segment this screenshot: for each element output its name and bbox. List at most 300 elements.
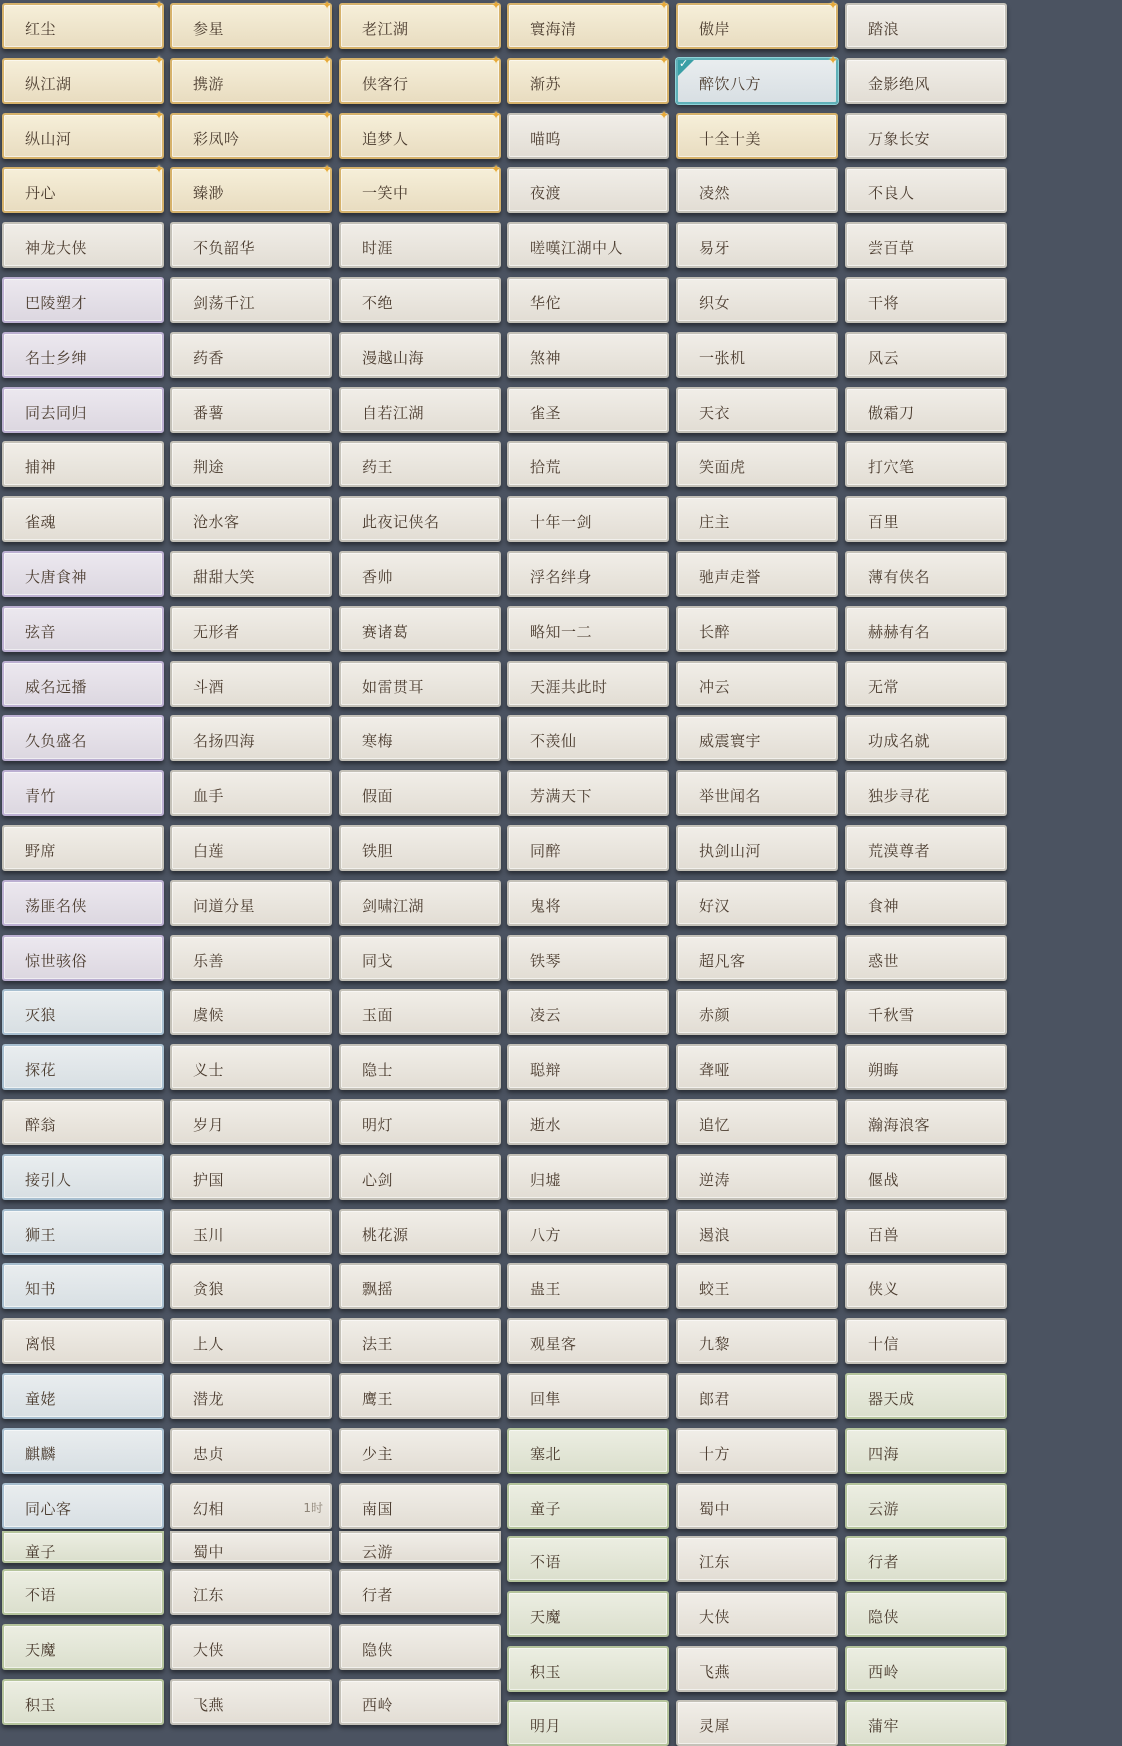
title-label: 血手: [193, 787, 225, 806]
title-label: 灭狼: [25, 1006, 57, 1025]
title-label: 浮名绊身: [530, 568, 593, 586]
title-tile[interactable]: [507, 1646, 669, 1692]
title-label: 不负韶华: [193, 239, 256, 258]
title-tile[interactable]: [845, 770, 1007, 816]
title-tile[interactable]: [845, 880, 1007, 926]
title-tile[interactable]: [170, 1569, 332, 1615]
title-tile[interactable]: [676, 1044, 838, 1090]
title-tile[interactable]: [507, 1263, 669, 1309]
title-tile[interactable]: [507, 715, 669, 761]
star-icon: ✦: [491, 52, 502, 67]
title-label: 好汉: [699, 896, 731, 915]
title-tile[interactable]: [845, 1536, 1007, 1582]
title-tile[interactable]: [339, 441, 501, 487]
title-tile[interactable]: [2, 1318, 164, 1364]
star-icon: ✦: [659, 107, 670, 122]
title-tile[interactable]: [676, 551, 838, 597]
title-tile[interactable]: [845, 167, 1007, 213]
check-mark: ✓: [679, 56, 689, 70]
title-tile[interactable]: [676, 387, 838, 433]
title-label: 行者: [362, 1586, 394, 1604]
title-label: 偃战: [868, 1170, 900, 1189]
title-tile[interactable]: [339, 715, 501, 761]
title-label: 神龙大侠: [25, 239, 88, 258]
title-tile[interactable]: [339, 1483, 501, 1529]
title-label: 威震寰宇: [699, 732, 762, 751]
title-tile[interactable]: [676, 935, 838, 981]
title-tile[interactable]: [339, 1569, 501, 1615]
title-tile[interactable]: [507, 1536, 669, 1582]
title-tile[interactable]: [339, 1318, 501, 1364]
title-label: 荒漠尊者: [868, 842, 931, 860]
title-label: 隐士: [362, 1061, 394, 1080]
title-label: 明月: [530, 1717, 562, 1736]
title-tile[interactable]: [845, 1318, 1007, 1364]
title-label: 明灯: [362, 1116, 394, 1134]
title-tile[interactable]: [676, 1428, 838, 1474]
title-tile[interactable]: [339, 496, 501, 542]
title-tile[interactable]: [170, 496, 332, 542]
title-tile[interactable]: [339, 1099, 501, 1145]
title-tile[interactable]: [507, 441, 669, 487]
title-label: 桃花源: [362, 1225, 409, 1244]
title-label: 四海: [868, 1444, 900, 1463]
title-tile[interactable]: [339, 825, 501, 871]
title-label: 万象长安: [868, 129, 931, 148]
title-label: 踏浪: [868, 20, 900, 38]
title-tile[interactable]: [339, 1679, 501, 1725]
title-tile[interactable]: [170, 387, 332, 433]
title-tile[interactable]: [170, 661, 332, 707]
timer-text: 1时: [303, 1500, 323, 1515]
title-label: 功成名就: [868, 732, 931, 751]
title-label: 易牙: [699, 239, 731, 258]
star-icon: ✦: [491, 0, 502, 12]
title-tile[interactable]: [2, 0, 165, 49]
title-label: 归墟: [530, 1170, 562, 1189]
title-tile[interactable]: [2, 1569, 164, 1615]
title-tile[interactable]: [170, 1318, 332, 1364]
title-label: 自若江湖: [362, 403, 425, 422]
title-label: 隐侠: [868, 1607, 900, 1626]
title-tile[interactable]: [170, 52, 333, 104]
title-label: 庄主: [699, 513, 731, 532]
title-tile[interactable]: [507, 825, 669, 871]
title-tile[interactable]: [339, 52, 502, 104]
title-tile[interactable]: [339, 107, 502, 159]
title-label: 驰声走誉: [699, 568, 762, 586]
title-tile[interactable]: [2, 222, 164, 268]
title-label: 上人: [193, 1335, 225, 1354]
title-tile[interactable]: [845, 1373, 1007, 1419]
title-label: 久负盛名: [25, 732, 88, 751]
title-tile[interactable]: [507, 935, 669, 981]
title-tile[interactable]: [507, 880, 669, 926]
title-label: 赛诸葛: [362, 622, 409, 641]
title-tile[interactable]: [2, 1679, 164, 1725]
title-tile[interactable]: [339, 1044, 501, 1090]
title-tile[interactable]: [2, 770, 164, 816]
title-label: 风云: [868, 348, 900, 367]
title-tile[interactable]: [676, 1483, 838, 1529]
title-tile[interactable]: [339, 387, 501, 433]
title-tile[interactable]: [507, 1591, 669, 1637]
title-tile[interactable]: [170, 162, 333, 213]
title-tile[interactable]: [2, 1263, 164, 1309]
title-tile[interactable]: [507, 1209, 669, 1255]
title-tile[interactable]: [676, 52, 839, 104]
title-tile[interactable]: [507, 1044, 669, 1090]
title-label: 芳满天下: [530, 787, 593, 806]
title-label: 食神: [868, 896, 900, 915]
title-tile[interactable]: [676, 989, 838, 1035]
title-label: 积玉: [530, 1662, 562, 1681]
title-tile[interactable]: [676, 332, 838, 378]
title-tile[interactable]: [507, 167, 669, 213]
title-label: 打穴笔: [868, 458, 915, 477]
title-tile[interactable]: [845, 113, 1007, 159]
title-label: 少主: [362, 1444, 394, 1463]
title-tile[interactable]: [2, 1373, 164, 1419]
title-label: 同戈: [362, 951, 394, 970]
title-tile[interactable]: [507, 551, 669, 597]
title-label: 纵山河: [25, 129, 72, 148]
title-tile[interactable]: [845, 1263, 1007, 1309]
title-tile[interactable]: [170, 551, 332, 597]
title-tile[interactable]: [676, 1700, 838, 1746]
star-icon: ✦: [828, 52, 839, 67]
title-tile[interactable]: [845, 551, 1007, 597]
title-tile[interactable]: [845, 3, 1007, 49]
title-tile[interactable]: [2, 1044, 164, 1090]
title-tile[interactable]: [845, 1209, 1007, 1255]
title-tile[interactable]: [170, 1099, 332, 1145]
title-tile[interactable]: [676, 1646, 838, 1692]
title-tile[interactable]: [339, 551, 501, 597]
title-label: 童子: [25, 1543, 57, 1561]
title-tile[interactable]: [507, 1099, 669, 1145]
title-tile[interactable]: [170, 332, 332, 378]
title-tile[interactable]: [845, 935, 1007, 981]
title-tile[interactable]: [170, 1428, 332, 1474]
title-label: 天衣: [699, 403, 731, 422]
title-tile[interactable]: [2, 277, 164, 323]
star-icon: ✦: [322, 107, 333, 122]
title-tile[interactable]: [845, 1044, 1007, 1090]
title-label: 千秋雪: [868, 1006, 915, 1025]
title-tile[interactable]: [845, 222, 1007, 268]
title-tile[interactable]: [507, 0, 670, 49]
title-label: 喵呜: [530, 129, 562, 148]
title-tile[interactable]: [676, 441, 838, 487]
title-tile[interactable]: [170, 770, 332, 816]
title-tile[interactable]: [676, 880, 838, 926]
title-tile[interactable]: [2, 52, 165, 104]
title-tile[interactable]: [676, 496, 838, 542]
title-label: 大侠: [699, 1607, 731, 1626]
title-label: 彩凤吟: [193, 129, 240, 148]
title-tile[interactable]: [507, 387, 669, 433]
title-tile[interactable]: [507, 1428, 669, 1474]
title-label: 鬼将: [530, 896, 562, 915]
title-label: 笑面虎: [699, 458, 746, 477]
title-tile[interactable]: [676, 0, 839, 49]
title-tile[interactable]: [170, 715, 332, 761]
title-label: 潜龙: [193, 1390, 225, 1408]
title-tile[interactable]: [2, 1624, 164, 1670]
title-tile[interactable]: [2, 1483, 164, 1529]
title-tile[interactable]: [170, 0, 333, 49]
title-label: 傲霜刀: [868, 403, 915, 422]
title-tile[interactable]: [170, 1624, 332, 1670]
title-tile[interactable]: [170, 107, 333, 159]
title-tile[interactable]: [2, 162, 165, 213]
title-tile[interactable]: [507, 332, 669, 378]
title-tile[interactable]: [2, 1428, 164, 1474]
title-tile[interactable]: [845, 606, 1007, 652]
title-tile[interactable]: [339, 989, 501, 1035]
title-tile[interactable]: [507, 107, 670, 159]
title-tile[interactable]: [170, 441, 332, 487]
title-tile[interactable]: [2, 387, 164, 433]
title-tile[interactable]: [2, 1209, 164, 1255]
star-icon: ✦: [322, 0, 333, 12]
title-label: 九黎: [699, 1335, 731, 1354]
title-tile[interactable]: [507, 606, 669, 652]
title-tile[interactable]: [170, 1263, 332, 1309]
title-tile[interactable]: [676, 1318, 838, 1364]
title-label: 同醉: [530, 842, 562, 860]
title-label: 江东: [699, 1553, 731, 1571]
title-tile[interactable]: [339, 222, 501, 268]
title-tile[interactable]: [170, 989, 332, 1035]
title-label: 冲云: [699, 677, 731, 696]
title-label: 红尘: [25, 20, 57, 38]
title-tile[interactable]: [170, 1154, 332, 1200]
title-tile[interactable]: [845, 1591, 1007, 1637]
title-tile[interactable]: [845, 825, 1007, 871]
title-tile[interactable]: [676, 606, 838, 652]
title-tile[interactable]: [676, 222, 838, 268]
title-label: 此夜记侠名: [362, 513, 440, 532]
title-tile[interactable]: [676, 1209, 838, 1255]
title-label: 侠客行: [362, 74, 409, 93]
title-label: 煞神: [530, 348, 562, 367]
title-label: 药香: [193, 348, 225, 367]
title-label: 荆途: [193, 458, 225, 477]
title-tile[interactable]: [339, 277, 501, 323]
title-tile[interactable]: [676, 113, 838, 159]
star-icon: ✦: [154, 0, 165, 12]
title-label: 名士乡绅: [25, 348, 88, 367]
title-label: 略知一二: [530, 622, 593, 641]
title-tile[interactable]: [676, 661, 838, 707]
title-label: 西岭: [868, 1662, 900, 1681]
title-tile[interactable]: [845, 989, 1007, 1035]
title-label: 问道分星: [193, 896, 256, 915]
title-tile[interactable]: [339, 770, 501, 816]
title-tile[interactable]: [170, 277, 332, 323]
title-tile[interactable]: [845, 58, 1007, 104]
title-tile[interactable]: [170, 1679, 332, 1725]
title-label: 虞候: [193, 1006, 225, 1025]
title-label: 参星: [193, 20, 225, 38]
title-label: 香帅: [362, 568, 394, 586]
title-tile[interactable]: [845, 1700, 1007, 1746]
title-label: 云游: [362, 1543, 394, 1561]
title-tile[interactable]: [845, 1428, 1007, 1474]
title-tile[interactable]: [507, 1318, 669, 1364]
star-icon: ✦: [322, 162, 333, 177]
title-tile[interactable]: [845, 441, 1007, 487]
title-tile[interactable]: [2, 551, 164, 597]
title-tile[interactable]: [170, 222, 332, 268]
title-label: 幻相: [193, 1499, 225, 1518]
title-label: 独步寻花: [868, 787, 931, 806]
title-label: 假面: [362, 787, 394, 806]
star-icon: ✦: [659, 52, 670, 67]
title-tile[interactable]: [2, 441, 164, 487]
title-tile[interactable]: [676, 825, 838, 871]
title-label: 隐侠: [362, 1640, 394, 1659]
title-label: 十方: [699, 1444, 731, 1463]
title-tile[interactable]: [507, 989, 669, 1035]
title-tile[interactable]: [339, 1531, 501, 1563]
title-label: 嗟嘆江湖中人: [530, 239, 624, 258]
title-label: 十年一剑: [530, 513, 593, 532]
title-tile[interactable]: [845, 715, 1007, 761]
title-tile[interactable]: [2, 107, 165, 159]
title-tile[interactable]: [339, 661, 501, 707]
title-label: 凌然: [699, 184, 731, 203]
title-tile[interactable]: [2, 606, 164, 652]
title-tile[interactable]: [676, 1154, 838, 1200]
title-tile[interactable]: [170, 1209, 332, 1255]
title-tile[interactable]: [845, 1483, 1007, 1529]
title-label: 蒲牢: [868, 1717, 900, 1736]
title-tile[interactable]: [845, 1154, 1007, 1200]
title-tile[interactable]: [845, 1646, 1007, 1692]
title-tile[interactable]: [845, 1099, 1007, 1145]
title-tile[interactable]: [170, 825, 332, 871]
title-label: 甜甜大笑: [193, 568, 256, 586]
title-tile[interactable]: [2, 825, 164, 871]
title-label: 百里: [868, 513, 900, 532]
title-tile[interactable]: [339, 1428, 501, 1474]
title-tile[interactable]: [507, 222, 669, 268]
title-tile[interactable]: [676, 277, 838, 323]
title-tile[interactable]: [845, 496, 1007, 542]
title-tile[interactable]: [845, 661, 1007, 707]
title-tile[interactable]: [2, 989, 164, 1035]
title-label: 义士: [193, 1061, 225, 1080]
title-tile[interactable]: [2, 661, 164, 707]
title-tile[interactable]: [676, 1591, 838, 1637]
title-label: 遏浪: [699, 1225, 731, 1244]
title-tile[interactable]: [676, 1373, 838, 1419]
title-label: 飞燕: [193, 1695, 225, 1714]
title-tile[interactable]: [339, 0, 502, 49]
title-tile[interactable]: [507, 661, 669, 707]
title-tile[interactable]: [507, 496, 669, 542]
title-tile[interactable]: [845, 277, 1007, 323]
title-label: 玉川: [193, 1225, 225, 1244]
title-tile[interactable]: [2, 1154, 164, 1200]
title-label: 塞北: [530, 1444, 562, 1463]
title-tile[interactable]: [339, 1624, 501, 1670]
title-tile[interactable]: [170, 1483, 332, 1529]
title-tile[interactable]: [339, 1263, 501, 1309]
title-tile[interactable]: [507, 277, 669, 323]
title-tile[interactable]: [676, 770, 838, 816]
title-tile[interactable]: [170, 935, 332, 981]
title-tile[interactable]: [507, 1373, 669, 1419]
title-tile[interactable]: [676, 167, 838, 213]
title-tile[interactable]: [676, 715, 838, 761]
title-tile[interactable]: [339, 162, 502, 213]
title-tile[interactable]: [507, 52, 670, 104]
star-icon: ✦: [322, 52, 333, 67]
title-tile[interactable]: [2, 1099, 164, 1145]
title-tile[interactable]: [676, 1099, 838, 1145]
title-tile[interactable]: [845, 387, 1007, 433]
title-tile[interactable]: [170, 880, 332, 926]
title-tile[interactable]: [170, 1044, 332, 1090]
title-tile[interactable]: [339, 332, 501, 378]
title-label: 不绝: [362, 294, 394, 312]
title-label: 巴陵塑才: [25, 294, 88, 312]
title-tile[interactable]: [339, 1373, 501, 1419]
title-label: 灵犀: [699, 1717, 731, 1736]
star-icon: ✦: [154, 107, 165, 122]
title-tile[interactable]: [507, 770, 669, 816]
title-tile[interactable]: [845, 332, 1007, 378]
title-tile[interactable]: [339, 1209, 501, 1255]
title-tile[interactable]: [2, 880, 164, 926]
title-tile[interactable]: [339, 880, 501, 926]
title-label: 离恨: [25, 1335, 57, 1354]
title-label: 狮王: [25, 1225, 57, 1244]
title-tile[interactable]: [170, 1531, 332, 1563]
title-label: 薄有侠名: [868, 568, 931, 586]
title-tile[interactable]: [507, 1700, 669, 1746]
title-tile[interactable]: [339, 1154, 501, 1200]
title-tile[interactable]: [676, 1536, 838, 1582]
title-tile[interactable]: [170, 606, 332, 652]
title-tile[interactable]: [2, 496, 164, 542]
title-label: 飞燕: [699, 1662, 731, 1681]
title-tile[interactable]: [2, 715, 164, 761]
title-label: 惊世骇俗: [25, 951, 88, 970]
title-tile[interactable]: [339, 935, 501, 981]
star-icon: ✦: [154, 162, 165, 177]
title-label: 纵江湖: [25, 74, 72, 93]
title-tile[interactable]: [170, 1373, 332, 1419]
title-label: 青竹: [25, 787, 57, 806]
title-tile[interactable]: [2, 935, 164, 981]
title-tile[interactable]: [507, 1483, 669, 1529]
title-label: 蜀中: [193, 1543, 225, 1561]
title-tile[interactable]: [2, 1531, 164, 1563]
title-tile[interactable]: [2, 332, 164, 378]
title-label: 大侠: [193, 1640, 225, 1659]
title-label: 瀚海浪客: [868, 1116, 931, 1134]
title-tile[interactable]: [339, 606, 501, 652]
title-label: 凌云: [530, 1006, 562, 1025]
title-tile[interactable]: [507, 1154, 669, 1200]
title-tile[interactable]: [676, 1263, 838, 1309]
star-icon: ✦: [828, 0, 839, 12]
